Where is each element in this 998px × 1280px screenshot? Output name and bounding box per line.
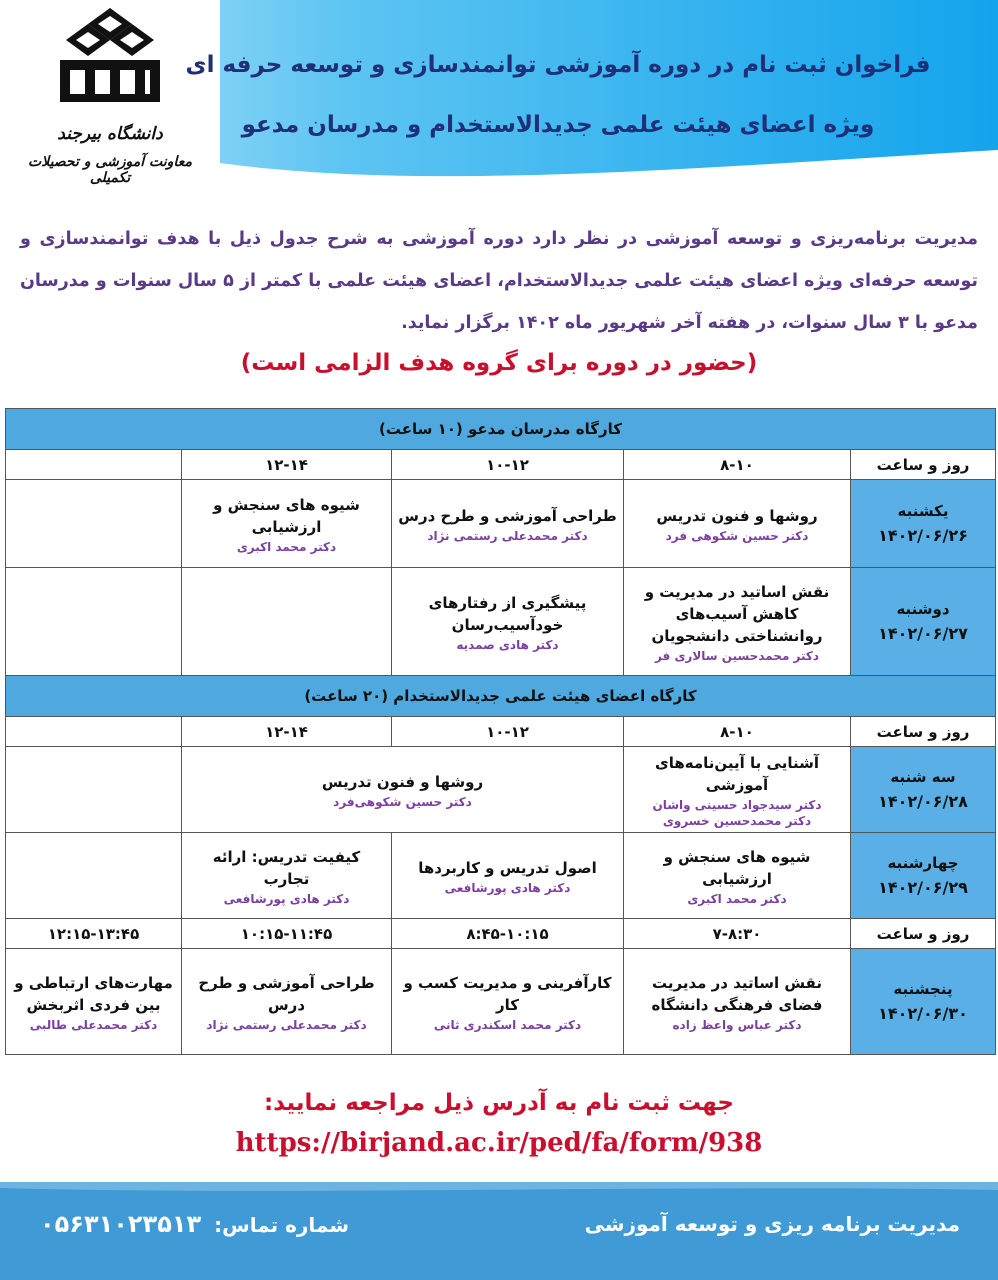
table-row bbox=[6, 568, 996, 676]
day-date: ۱۴۰۲/۰۶/۲۶ bbox=[878, 526, 968, 545]
time-header-row bbox=[6, 919, 996, 949]
course-cell bbox=[624, 747, 851, 833]
teacher-name: دکتر محمد اکبری bbox=[687, 891, 787, 906]
time-slot: ۱۰-۱۲ bbox=[392, 450, 624, 480]
day-cell bbox=[851, 480, 996, 568]
day-name: سه شنبه bbox=[890, 768, 956, 786]
intro-paragraph: مدیریت برنامه‌ریزی و توسعه آموزشی در نظر دارد دوره آموزشی به شرح جدول ذیل با هدف توانمندسازی و توسعه حرفه‌ای ویژه اعضای هیئت علمی جدیدالاستخدام، اعضای هیئت علمی با کمتر از ۵ سال سنوات و مدرسان مدعو با ۳ سال سنوات، در هفته آخر شهریور ماه ۱۴۰۲ برگزار نماید. bbox=[20, 229, 978, 333]
day-name: یکشنبه bbox=[897, 502, 949, 520]
course-cell bbox=[624, 568, 851, 676]
course-cell bbox=[392, 949, 624, 1055]
teacher-name-2: دکتر محمدحسین خسروی bbox=[662, 813, 812, 828]
course-title: روشها و فنون تدریس bbox=[656, 506, 818, 525]
time-slot: ۱۲:۱۵-۱۳:۴۵ bbox=[6, 919, 182, 949]
day-name: دوشنبه bbox=[896, 600, 950, 618]
teacher-name: دکتر محمد اسکندری ثانی bbox=[433, 1017, 582, 1032]
course-cell bbox=[392, 568, 624, 676]
header-title-line1: فراخوان ثبت نام در دوره آموزشی توانمندسازی و توسعه حرفه ای bbox=[185, 52, 931, 78]
time-header-row bbox=[6, 450, 996, 480]
registration-link[interactable]: https://birjand.ac.ir/ped/fa/form/938 bbox=[235, 1128, 763, 1158]
day-time-label: روز و ساعت bbox=[851, 919, 996, 949]
schedule-table bbox=[5, 408, 996, 1055]
course-title: شیوه های سنجش و ارزشیابی bbox=[663, 847, 811, 888]
course-cell bbox=[182, 747, 624, 833]
section-band bbox=[6, 676, 996, 717]
teacher-name: دکتر محمد اکبری bbox=[236, 539, 337, 554]
logo-university-name: دانشگاه بیرجند bbox=[57, 124, 163, 144]
teacher-name: دکتر هادی پورشافعی bbox=[444, 880, 571, 895]
course-title: اصول تدریس و کاربردها bbox=[418, 858, 597, 877]
day-date: ۱۴۰۲/۰۶/۲۹ bbox=[878, 878, 968, 897]
course-cell bbox=[6, 949, 182, 1055]
time-slot: ۸-۱۰ bbox=[624, 717, 851, 747]
phone-number: ۰۵۶۳۱۰۲۳۵۱۳ bbox=[40, 1210, 202, 1238]
empty-cell bbox=[6, 568, 182, 676]
empty-cell bbox=[182, 568, 392, 676]
day-cell bbox=[851, 747, 996, 833]
time-slot: ۸-۱۰ bbox=[624, 450, 851, 480]
course-cell bbox=[624, 480, 851, 568]
course-cell bbox=[392, 480, 624, 568]
teacher-name: دکتر هادی صمدیه bbox=[456, 637, 559, 652]
course-title: نقش اساتید در مدیریت فضای فرهنگی دانشگاه bbox=[651, 973, 823, 1014]
day-cell bbox=[851, 949, 996, 1055]
teacher-name: دکتر سیدجواد حسینی واشان bbox=[652, 797, 822, 812]
course-cell bbox=[182, 833, 392, 919]
empty-cell bbox=[6, 480, 182, 568]
teacher-name: دکتر حسین شکوهی‌فرد bbox=[333, 794, 472, 809]
section-band bbox=[6, 409, 996, 450]
footer-org-name: مدیریت برنامه ریزی و توسعه آموزشی bbox=[584, 1212, 960, 1236]
footer-bar bbox=[0, 1182, 998, 1280]
course-cell bbox=[182, 949, 392, 1055]
course-cell bbox=[624, 833, 851, 919]
course-title: آشنایی با آیین‌نامه‌های آموزشی bbox=[655, 753, 819, 794]
day-time-label: روز و ساعت bbox=[851, 717, 996, 747]
course-title: شیوه های سنجش و ارزشیابی bbox=[213, 495, 360, 536]
time-slot: ۱۲-۱۴ bbox=[182, 717, 392, 747]
logo-deputy-name: معاونت آموزشی و تحصیلات تکمیلی bbox=[28, 154, 192, 186]
attendance-notice: (حضور در دوره برای گروه هدف الزامی است) bbox=[240, 350, 758, 376]
table-row bbox=[6, 747, 996, 833]
empty-cell bbox=[6, 717, 182, 747]
day-name: پنجشنبه bbox=[893, 980, 953, 998]
teacher-name: دکتر محمدحسین سالاری فر bbox=[654, 648, 820, 663]
table-row bbox=[6, 833, 996, 919]
header-title-line2: ویژه اعضای هیئت علمی جدیدالاستخدام و مدرسان مدعو bbox=[241, 112, 875, 138]
course-title: پیشگیری از رفتارهای خودآسیب‌رسان bbox=[428, 593, 587, 634]
logo-mark-icon bbox=[10, 4, 210, 114]
day-date: ۱۴۰۲/۰۶/۳۰ bbox=[878, 1004, 968, 1023]
day-date: ۱۴۰۲/۰۶/۲۸ bbox=[878, 792, 968, 811]
teacher-name: دکتر محمدعلی طالبی bbox=[29, 1017, 158, 1032]
empty-cell bbox=[6, 747, 182, 833]
teacher-name: دکتر عباس واعظ زاده bbox=[672, 1017, 802, 1032]
time-slot: ۱۲-۱۴ bbox=[182, 450, 392, 480]
phone-label: شماره تماس: bbox=[214, 1213, 350, 1237]
section2-title: کارگاه اعضای هیئت علمی جدیدالاستخدام (۲۰ ساعت) bbox=[6, 676, 996, 717]
course-title: مهارت‌های ارتباطی و بین فردی اثربخش bbox=[14, 973, 173, 1014]
table-row bbox=[6, 949, 996, 1055]
day-date: ۱۴۰۲/۰۶/۲۷ bbox=[878, 624, 968, 643]
course-cell bbox=[182, 480, 392, 568]
course-title: کارآفرینی و مدیریت کسب و کار bbox=[403, 973, 612, 1014]
course-cell bbox=[624, 949, 851, 1055]
teacher-name: دکتر حسین شکوهی فرد bbox=[665, 528, 809, 543]
course-title: روشها و فنون تدریس bbox=[321, 772, 484, 791]
time-slot: ۱۰-۱۲ bbox=[392, 717, 624, 747]
time-slot: ۸:۴۵-۱۰:۱۵ bbox=[392, 919, 624, 949]
day-time-label: روز و ساعت bbox=[851, 450, 996, 480]
empty-cell bbox=[6, 450, 182, 480]
course-title: طراحی آموزشی و طرح درس bbox=[198, 973, 375, 1014]
day-name: چهارشنبه bbox=[887, 854, 959, 872]
university-logo bbox=[10, 4, 210, 196]
course-cell bbox=[392, 833, 624, 919]
footer-contact bbox=[40, 1210, 349, 1238]
course-title: کیفیت تدریس: ارائه تجارب bbox=[212, 847, 361, 888]
teacher-name: دکتر محمدعلی رستمی نژاد bbox=[206, 1017, 367, 1032]
time-header-row bbox=[6, 717, 996, 747]
header-banner bbox=[0, 0, 998, 200]
course-title: طراحی آموزشی و طرح درس bbox=[398, 506, 617, 525]
time-slot: ۱۰:۱۵-۱۱:۴۵ bbox=[182, 919, 392, 949]
teacher-name: دکتر محمدعلی رستمی نژاد bbox=[427, 528, 588, 543]
table-row bbox=[6, 480, 996, 568]
section1-title: کارگاه مدرسان مدعو (۱۰ ساعت) bbox=[6, 409, 996, 450]
registration-text: جهت ثبت نام به آدرس ذیل مراجعه نمایید: bbox=[263, 1090, 735, 1116]
empty-cell bbox=[6, 833, 182, 919]
day-cell bbox=[851, 568, 996, 676]
time-slot: ۷-۸:۳۰ bbox=[624, 919, 851, 949]
teacher-name: دکتر هادی پورشافعی bbox=[223, 891, 350, 906]
day-cell bbox=[851, 833, 996, 919]
course-title: نقش اساتید در مدیریت و کاهش آسیب‌های روانشناختی دانشجویان bbox=[644, 582, 830, 645]
